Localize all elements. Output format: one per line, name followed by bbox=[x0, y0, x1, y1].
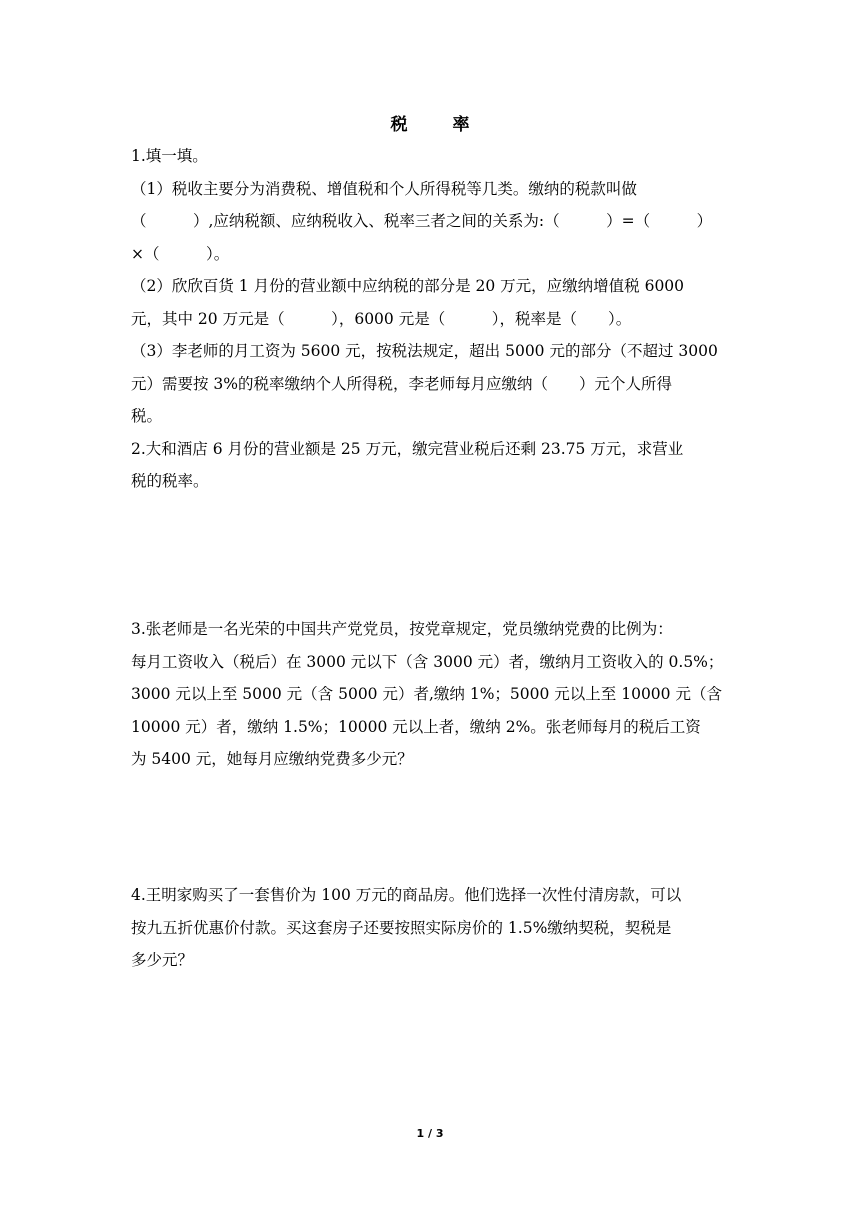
question-3-line-2: 每月工资收入（税后）在 3000 元以下（含 3000 元）者，缴纳月工资收入的 0.5%； bbox=[131, 652, 724, 671]
question-1-2-line-1: （2）欣欣百货 1 月份的营业额中应纳税的部分是 20 万元，应缴纳增值税 6000 bbox=[131, 277, 685, 295]
page-title: 税 率 bbox=[390, 115, 484, 135]
question-3-line-3: 3000 元以上至 5000 元（含 5000 元）者,缴纳 1%；5000 元以上至 10000 元（含 bbox=[131, 685, 722, 703]
question-3-line-1: 3.张老师是一名光荣的中国共产党党员，按党章规定，党员缴纳党费的比例为： bbox=[131, 620, 673, 638]
question-1-heading: 1.填一填。 bbox=[131, 147, 208, 165]
question-1-1-line-2: （ ）,应纳税额、应纳税收入、税率三者之间的关系为:（ ）=（ ） bbox=[131, 212, 713, 230]
page-number: 1 / 3 bbox=[416, 1127, 444, 1140]
question-4-line-2: 按九五折优惠价付款。买这套房子还要按照实际房价的 1.5%缴纳契税，契税是 bbox=[131, 918, 672, 937]
question-1-2-line-2: 元，其中 20 万元是（ ），6000 元是（ ），税率是（ ）。 bbox=[131, 309, 632, 328]
question-2-line-2: 税的税率。 bbox=[131, 472, 209, 490]
question-1-3-line-1: （3）李老师的月工资为 5600 元，按税法规定，超出 5000 元的部分（不超过 3000 bbox=[131, 342, 718, 360]
question-4-line-1: 4.王明家购买了一套售价为 100 万元的商品房。他们选择一次性付清房款，可以 bbox=[131, 886, 682, 904]
question-2-line-1: 2.大和酒店 6 月份的营业额是 25 万元，缴完营业税后还剩 23.75 万元，求营业 bbox=[131, 439, 684, 458]
question-4-line-3: 多少元？ bbox=[131, 951, 194, 969]
question-3-block bbox=[131, 613, 731, 776]
question-1-1-line-3: ×（ ）。 bbox=[131, 244, 230, 263]
question-1-3-line-3: 税。 bbox=[131, 407, 163, 425]
question-3-line-4: 10000 元）者，缴纳 1.5%；10000 元以上者，缴纳 2%。张老师每月的税后工资 bbox=[131, 717, 701, 736]
question-3-line-5: 为 5400 元，她每月应缴纳党费多少元？ bbox=[131, 750, 413, 768]
question-1-1-line-1: （1）税收主要分为消费税、增值税和个人所得税等几类。缴纳的税款叫做 bbox=[131, 179, 637, 198]
question-1-3-line-2: 元）需要按 3%的税率缴纳个人所得税，李老师每月应缴纳（ ）元个人所得 bbox=[131, 374, 673, 393]
question-4-block bbox=[131, 879, 731, 977]
questions-block-1-2 bbox=[131, 140, 731, 498]
